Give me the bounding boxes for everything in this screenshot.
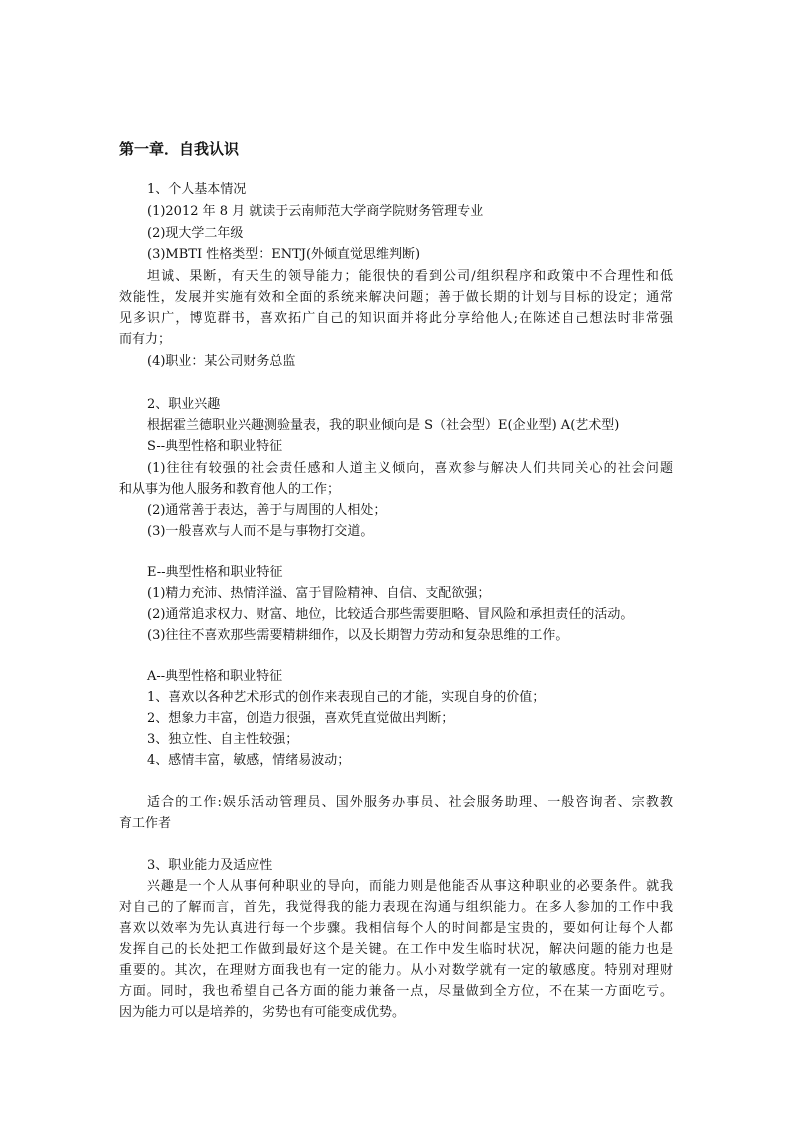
suitable-jobs: 适合的工作:娱乐活动管理员、国外服务办事员、社会服务助理、一般咨询者、宗教教 bbox=[147, 795, 673, 810]
s-type-item-1: (1)往往有较强的社会责任感和人道主义倾向，喜欢参与解决人们共同关心的社会问题 bbox=[147, 461, 673, 476]
chapter-title: 第一章．自我认识 bbox=[119, 140, 240, 158]
s3-para-line: 兴趣是一个人从事何种职业的导向，而能力则是他能否从事这种职业的必要条件。就我 bbox=[147, 879, 673, 894]
s1-desc-line: 而有力； bbox=[119, 332, 172, 347]
suitable-jobs-cont: 育工作者 bbox=[119, 816, 172, 831]
s1-item-3: (3)MBTI 性格类型：ENTJ(外倾直觉思维判断) bbox=[147, 247, 421, 262]
a-type-item-1: 1、喜欢以各种艺术形式的创作来表现自己的才能，实现自身的价值； bbox=[147, 690, 546, 705]
a-type-item-3: 3、独立性、自主性较强； bbox=[147, 732, 299, 747]
s1-desc-line: 见多识广，博览群书，喜欢拓广自己的知识面并将此分享给他人;在陈述自己想法时非常强 bbox=[119, 311, 673, 326]
s-type-item-1-cont: 和从事为他人服务和教育他人的工作； bbox=[119, 482, 341, 497]
s2-intro: 根据霍兰德职业兴趣测验量表，我的职业倾向是 S（社会型）E(企业型) A(艺术型) bbox=[147, 418, 620, 433]
a-type-item-2: 2、想象力丰富，创造力很强，喜欢凭直觉做出判断； bbox=[147, 711, 455, 726]
a-type-title: A--典型性格和职业特征 bbox=[147, 669, 283, 684]
s1-item-4: (4)职业：某公司财务总监 bbox=[147, 354, 296, 369]
s3-para-line: 因为能力可以是培养的，劣势也有可能变成优势。 bbox=[119, 1005, 406, 1020]
s1-desc-line: 效能性，发展并实施有效和全面的系统来解决问题；善于做长期的计划与目标的设定；通常 bbox=[119, 290, 673, 305]
s-type-item-3: (3)一般喜欢与人而不是与事物打交道。 bbox=[147, 524, 374, 539]
s-type-title: S--典型性格和职业特征 bbox=[147, 439, 283, 454]
s1-desc-line: 坦诚、果断，有天生的领导能力；能很快的看到公司/组织程序和政策中不合理性和低 bbox=[147, 269, 673, 284]
s1-item-1: (1)2012 年 8 月 就读于云南师范大学商学院财务管理专业 bbox=[147, 204, 484, 219]
e-type-item-1: (1)精力充沛、热情洋溢、富于冒险精神、自信、支配欲强； bbox=[147, 586, 491, 601]
s1-item-2: (2)现大学二年级 bbox=[147, 226, 244, 241]
s-type-item-2: (2)通常善于表达，善于与周围的人相处； bbox=[147, 503, 387, 518]
s3-para-line: 方面。同时，我也希望自己各方面的能力兼备一点，尽量做到全方位，不在某一方面吃亏。 bbox=[119, 984, 673, 999]
a-type-item-4: 4、感情丰富，敏感，情绪易波动； bbox=[147, 753, 351, 768]
e-type-item-3: (3)往往不喜欢那些需要精耕细作，以及长期智力劳动和复杂思维的工作。 bbox=[147, 628, 569, 643]
s3-para-line: 对自己的了解而言，首先，我觉得我的能力表现在沟通与组织能力。在多人参加的工作中我 bbox=[119, 900, 673, 915]
e-type-title: E--典型性格和职业特征 bbox=[147, 565, 283, 580]
s3-para-line: 重要的。其次，在理财方面我也有一定的能力。从小对数学就有一定的敏感度。特别对理财 bbox=[119, 963, 673, 978]
section-2-heading: 2、职业兴趣 bbox=[147, 397, 221, 412]
e-type-item-2: (2)通常追求权力、财富、地位，比较适合那些需要胆略、冒风险和承担责任的活动。 bbox=[147, 607, 634, 622]
section-3-heading: 3、职业能力及适应性 bbox=[147, 858, 273, 873]
s3-para-line: 喜欢以效率为先认真进行每一个步骤。我相信每个人的时间都是宝贵的，要如何让每个人都 bbox=[119, 921, 673, 936]
section-1-heading: 1、个人基本情况 bbox=[147, 182, 247, 197]
s3-para-line: 发挥自己的长处把工作做到最好这个是关键。在工作中发生临时状况，解决问题的能力也是 bbox=[119, 942, 673, 957]
